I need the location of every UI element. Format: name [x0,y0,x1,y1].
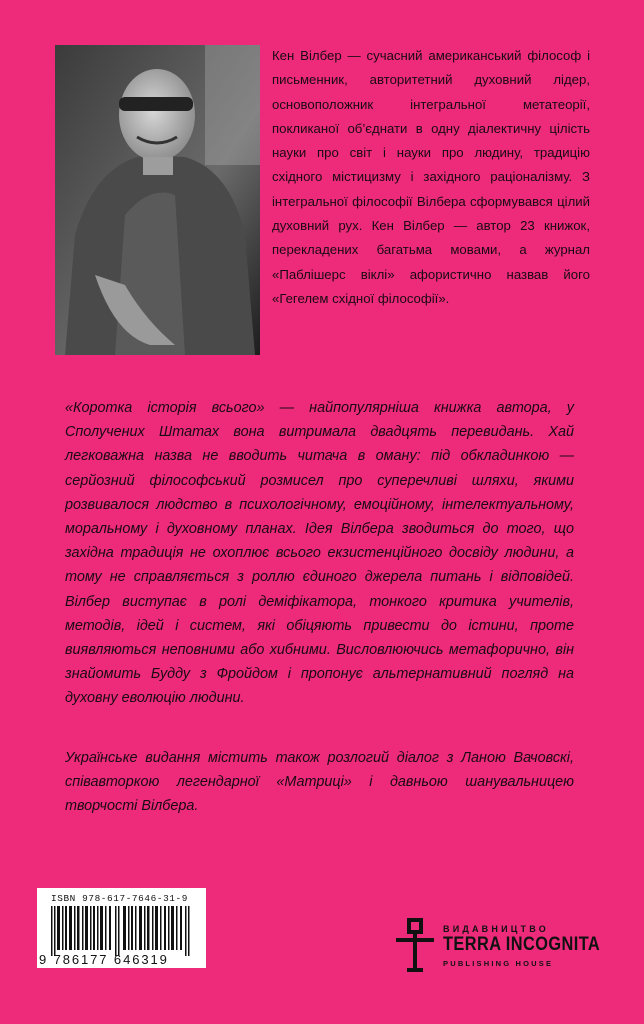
publisher-bottom-line: PUBLISHING HOUSE [443,959,554,968]
author-bio: Кен Вілбер — сучасний американський філософ і письменник, авторитетний духовний лідер, основоположник інтегральної метатеорії, покликаної об’єднати в одну діалектичну цілість науки про світ і науки про людину, традицію східного містицизму і західного раціоналізму. З інтегральної філософії Вілбера сформувався цілий духовний рух. Кен Вілбер — автор 23 книжок, перекладених багатьма мовами, а журнал «Паблішерс віклі» афористично назвав його «Гегелем східної філософії». [272,48,590,306]
publisher-name: TERRA INCOGNITA [443,934,601,955]
publisher-cross-icon [393,918,437,974]
book-description-paragraph: «Коротка історія всього» — найпопулярніша книжка автора, у Сполучених Штатах вона витримала двадцять перевидань. Хай легковажна назва не вводить читача в оману: під обкладинкою — серйозний філософський розмисел про суперечливі шляхи, якими розвивалося людство в психологічному, емоційному, інтелектуальному, моральному і духовному планах. Ідея Вілбера зводиться до того, що західна традиція не охоплює всього екзистенційного досвіду людини, а тому не справляється з роллю єдиного джерела питань і відповідей. Вілбер виступає в ролі деміфікатора, тонкого критика учителів, методів, ідей і систем, які обіцяють привести до істини, проте виявляються неповними або хибними. Висловлюючись метафорично, він знайомить Будду з Фройдом і пропонує альтернативний погляд на духовну еволюцію людини. [65,400,574,707]
author-portrait-image [55,45,260,355]
publisher-logo [393,918,601,974]
barcode-digits: 9 786177 646319 [39,952,169,967]
isbn-label: ISBN 978-617-7646-31-9 [51,893,188,904]
author-photo [55,45,260,355]
isbn-barcode [37,888,206,968]
publisher-top-line: ВИДАВНИЦТВО [443,924,549,934]
edition-note-paragraph: Українське видання містить також розлогий діалог з Ланою Вачовскі, співавторкою легендарної «Матриці» і давньою шанувальницею творчості Вілбера. [65,750,574,815]
